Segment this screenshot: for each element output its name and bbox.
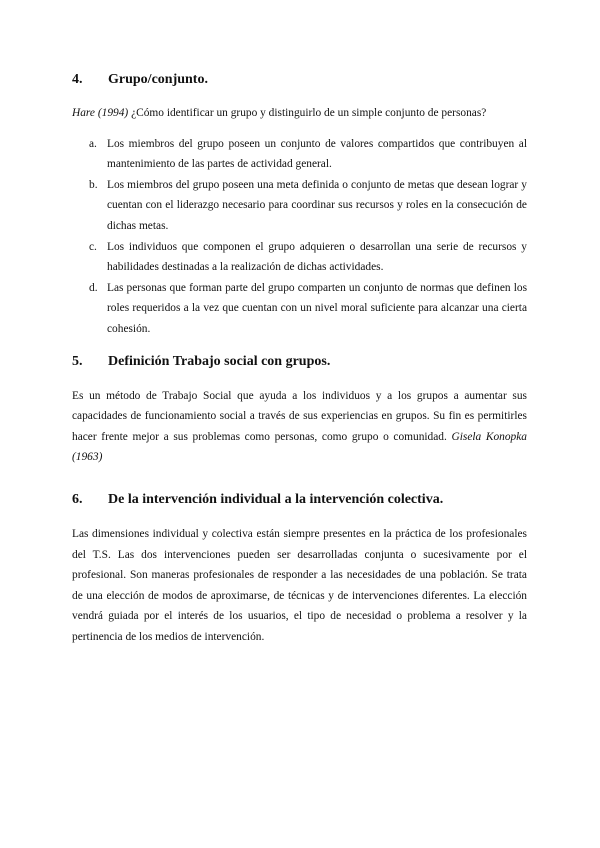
list-item — [72, 278, 527, 340]
section-4-intro-question: ¿Cómo identificar un grupo y distinguirlo de un simple conjunto de personas? — [131, 107, 487, 119]
section-6-body: Las dimensiones individual y colectiva están siempre presentes en la práctica de los profesionales del T.S. Las dos intervenciones pueden ser desarrolladas conjunta o sucesivamente por el profesional. Son maneras profesionales de responder a las necesidades de una población. Se trata de una elección de modos de aproximarse, de técnicas y de intervenciones diferentes. La elección vendrá guiada por el interés de los usuarios, el tipo de necesidad o problema a resolver y la pertinencia de los medios de intervención. — [72, 527, 527, 643]
section-4-number: 4. — [72, 72, 83, 87]
list-item — [72, 134, 527, 175]
list-item-marker: d. — [89, 281, 98, 294]
section-5-citation: Gisela Konopka (1963) — [72, 430, 528, 464]
list-item-text: Las personas que forman parte del grupo comparten un conjunto de normas que definen los roles requeridos a la vez que cuentan con un nivel moral suficiente para alcanzar una cierta cohesión. — [107, 281, 527, 335]
list-item — [72, 175, 527, 237]
section-6-heading — [72, 490, 527, 510]
section-5-heading — [72, 352, 527, 372]
list-item-marker: b. — [89, 178, 98, 191]
section-4-intro — [72, 103, 527, 124]
list-item-marker: c. — [89, 240, 97, 253]
section-6-title: De la intervención individual a la intervención colectiva. — [108, 491, 444, 507]
section-5-body — [72, 386, 527, 468]
list-item-marker: a. — [89, 137, 97, 150]
section-5-body-text: Es un método de Trabajo Social que ayuda a los individuos y a los grupos a aumentar sus capacidades de funcionamiento social a través de sus experiencias en grupos. Su fin es permitirles hacer frente mejor a sus problemas como personas, como grupo o comunidad. — [72, 389, 527, 443]
section-5-number: 5. — [72, 353, 83, 369]
section-6-number: 6. — [72, 491, 83, 507]
section-4-list — [72, 134, 527, 340]
list-item-text: Los individuos que componen el grupo adquieren o desarrollan una serie de recursos y habilidades destinadas a la realización de dichas actividades. — [107, 240, 527, 274]
list-item-text: Los miembros del grupo poseen una meta definida o conjunto de metas que desean lograr y cuentan con el liderazgo necesario para coordinar sus recursos y roles en la consecución de dichas metas. — [107, 178, 527, 232]
list-item-text: Los miembros del grupo poseen un conjunto de valores compartidos que contribuyen al mantenimiento de las partes de actividad general. — [107, 137, 527, 171]
section-4-heading — [72, 70, 527, 90]
section-5-title: Definición Trabajo social con grupos. — [108, 353, 331, 369]
document-page — [72, 70, 527, 647]
section-4-title: Grupo/conjunto. — [108, 72, 208, 87]
section-4-intro-citation: Hare (1994) — [72, 107, 129, 119]
list-item — [72, 237, 527, 278]
